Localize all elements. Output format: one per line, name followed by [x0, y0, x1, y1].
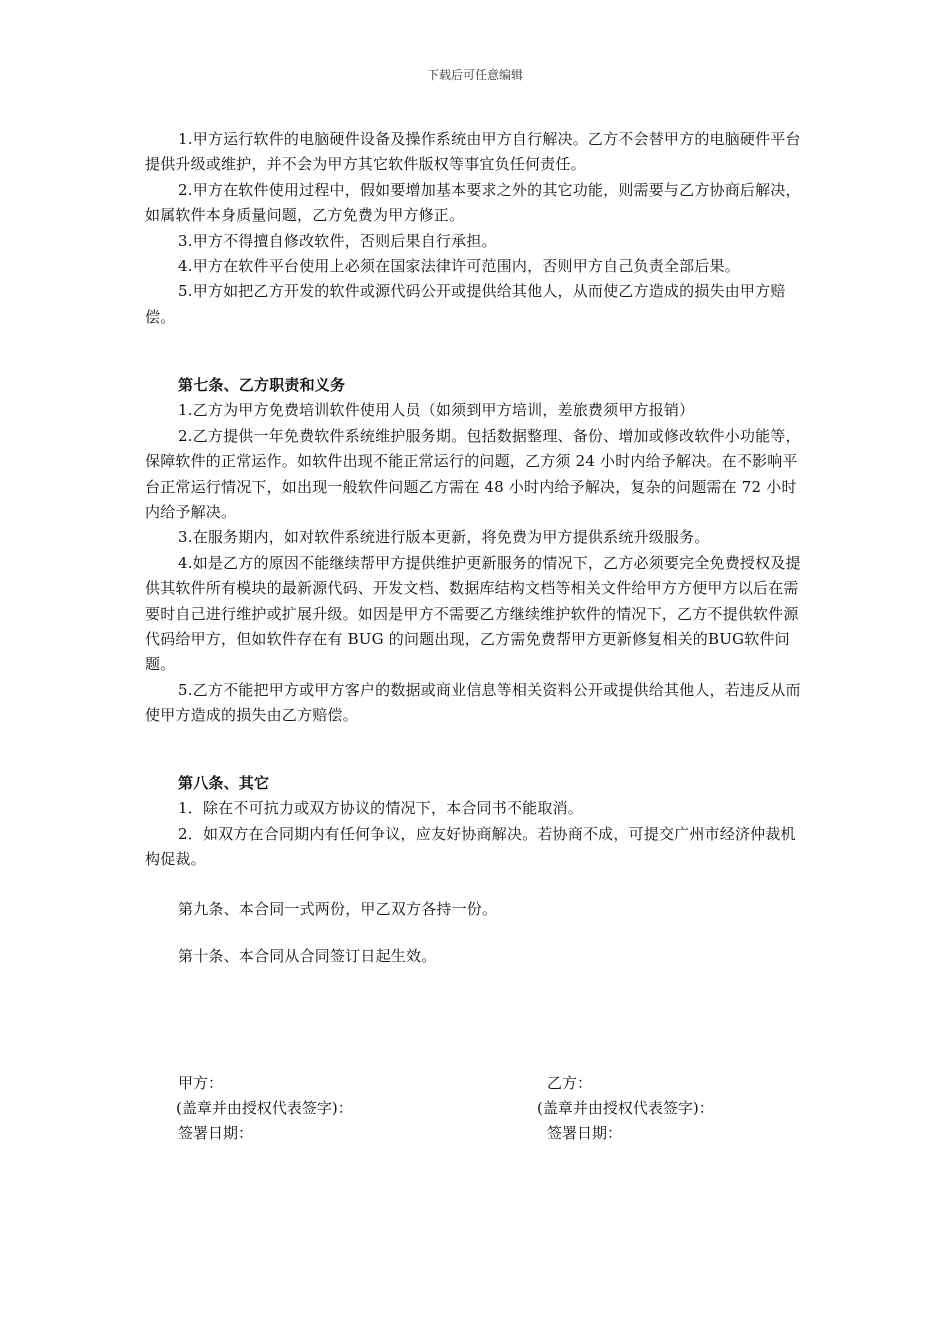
party-b-date-label: 签署日期：: [547, 1124, 623, 1142]
party-a-date-label: 签署日期：: [178, 1124, 254, 1142]
page-header-note: 下载后可任意编辑: [426, 68, 523, 82]
clause-6-1: 1.甲方运行软件的电脑硬件设备及操作系统由甲方自行解决。乙方不会替甲方的电脑硬件平台提供升级或维护，并不会为甲方其它软件版权等事宜负任何责任。: [145, 130, 801, 174]
clause-7-2: 2.乙方提供一年免费软件系统维护服务期。包括数据整理、备份、增加或修改软件小功能等，保障软件的正常运作。如软件出现不能正常运行的问题，乙方须 24 小时内给予解决。在不影响平台正常运行情况下，如出现一般软件问题乙方需在 48 小时内给予解决，复杂的问题需在 72 小时内给予解决。: [145, 426, 801, 522]
clause-6-3: 3.甲方不得擅自修改软件，否则后果自行承担。: [178, 231, 497, 250]
section10: [145, 944, 807, 969]
section7: [145, 373, 807, 729]
party-b-label: 乙方：: [547, 1074, 593, 1092]
section8: [145, 771, 807, 873]
section8-title: 第八条、其它: [178, 774, 270, 792]
clause-7-4: 4.如是乙方的原因不能继续帮甲方提供维护更新服务的情况下，乙方必须要完全免费授权及提供其软件所有模块的最新源代码、开发文档、数据库结构文档等相关文件给甲方方便甲方以后在需要时自己进行维护或扩展升级。如因是甲方不需要乙方继续维护软件的情况下，乙方不提供软件源代码给甲方，但如软件存在有 BUG 的问题出现，乙方需免费帮甲方更新修复相关的BUG软件问题。: [145, 553, 801, 674]
clause-7-5: 5.乙方不能把甲方或甲方客户的数据或商业信息等相关资料公开或提供给其他人，若违反从而使甲方造成的损失由乙方赔偿。: [145, 680, 801, 725]
party-a-label: 甲方：: [178, 1074, 224, 1092]
party-a-seal-note: (盖章并由授权代表签字)：: [176, 1099, 353, 1117]
clause-7-3: 3.在服务期内，如对软件系统进行版本更新，将免费为甲方提供系统升级服务。: [178, 528, 710, 547]
section9: [145, 897, 807, 922]
section10-text: 第十条、本合同从合同签订日起生效。: [178, 947, 437, 965]
section9-text: 第九条、本合同一式两份，甲乙双方各持一份。: [178, 900, 498, 918]
clause-6-4: 4.甲方在软件平台使用上必须在国家法律许可范围内，否则甲方自己负责全部后果。: [178, 257, 740, 276]
clause-8-1: 1．除在不可抗力或双方协议的情况下，本合同书不能取消。: [178, 799, 583, 818]
clause-6-2: 2.甲方在软件使用过程中，假如要增加基本要求之外的其它功能，则需要与乙方协商后解决，如属软件本身质量问题，乙方免费为甲方修正。: [145, 180, 801, 225]
clause-6-5: 5.甲方如把乙方开发的软件或源代码公开或提供给其他人，从而使乙方造成的损失由甲方赔偿。: [145, 282, 786, 326]
party-b-seal-note: (盖章并由授权代表签字)：: [537, 1099, 714, 1117]
section6-clauses: [145, 127, 807, 330]
clause-7-1: 1.乙方为甲方免费培训软件使用人员（如须到甲方培训，差旅费须甲方报销）: [178, 401, 695, 420]
clause-8-2: 2．如双方在合同期内有任何争议，应友好协商解决。若协商不成，可提交广州市经济仲裁机构促裁。: [145, 824, 796, 869]
section7-title: 第七条、乙方职责和义务: [178, 376, 346, 394]
